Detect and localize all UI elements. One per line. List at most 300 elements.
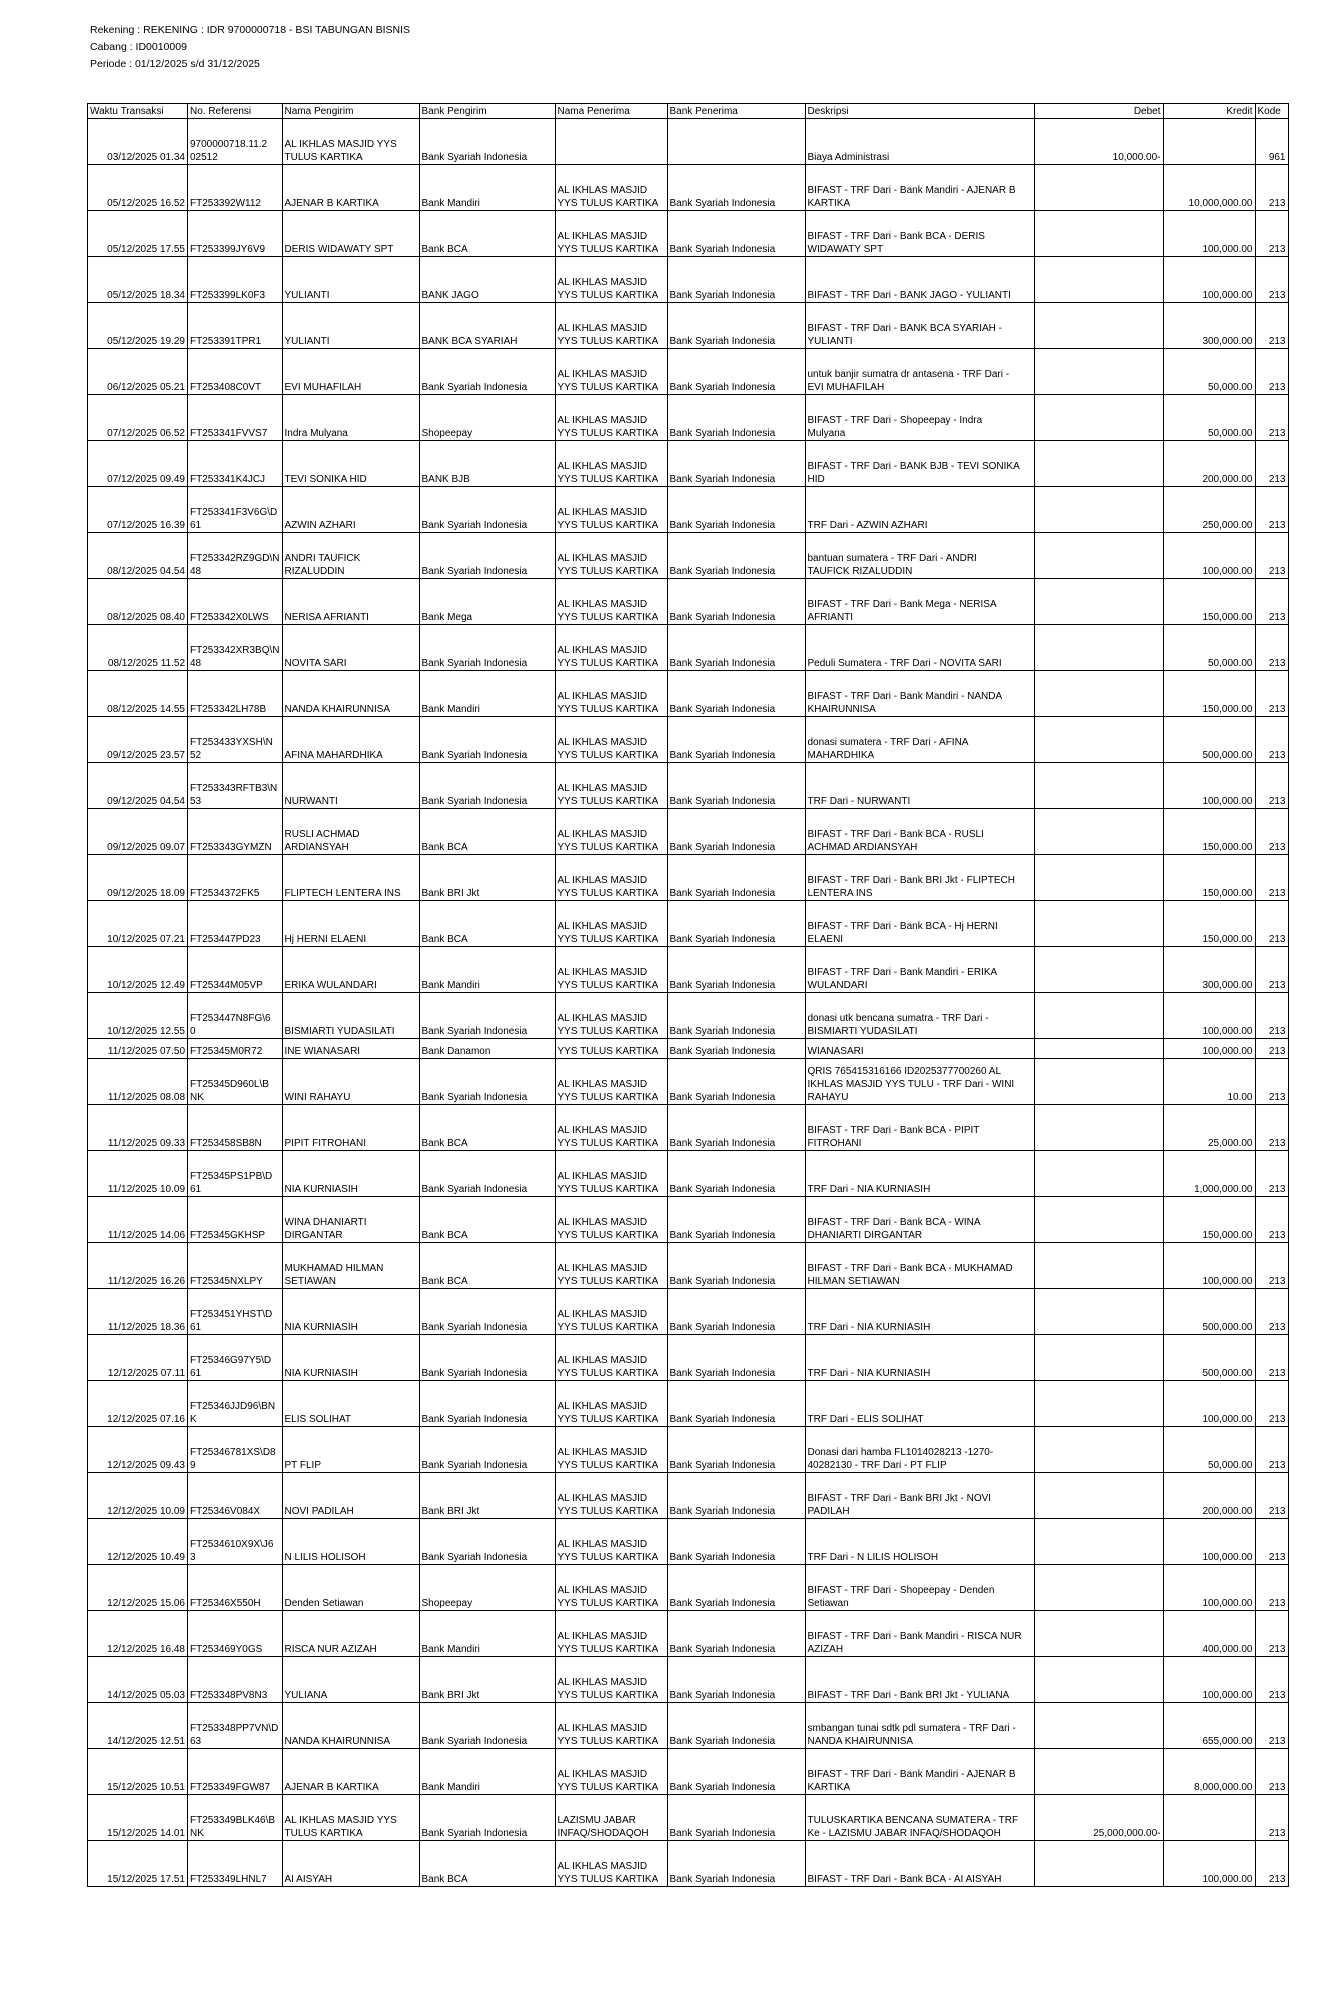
col-bank-penerima: Bank Penerima (667, 104, 805, 119)
cell-bank-pengirim: Bank Mandiri (419, 671, 555, 717)
penerima-line: AL IKHLAS MASJID (557, 967, 648, 978)
cell-debet (1034, 763, 1163, 809)
cell-deskripsi (805, 1059, 1034, 1105)
cell-deskripsi (805, 947, 1034, 993)
cell-nama-pengirim (282, 1427, 419, 1473)
cell-nama-penerima (555, 671, 667, 717)
cell-referensi (188, 947, 283, 993)
deskripsi-line: KARTIKA (807, 1782, 851, 1793)
col-debet: Debet (1034, 104, 1163, 119)
cell-referensi (188, 717, 283, 763)
col-kredit: Kredit (1163, 104, 1255, 119)
cell-kode: 213 (1255, 993, 1288, 1039)
cell-kredit: 400,000.00 (1163, 1611, 1255, 1657)
cell-kode: 213 (1255, 1039, 1288, 1059)
deskripsi-line: BIFAST - TRF Dari - Bank Mandiri - RISCA NUR (807, 1631, 1022, 1642)
cell-kredit: 300,000.00 (1163, 947, 1255, 993)
deskripsi-line: Donasi dari hamba FL1014028213 -1270- (807, 1447, 994, 1458)
cell-kredit: 500,000.00 (1163, 1335, 1255, 1381)
cell-waktu: 11/12/2025 07.50 (88, 1039, 188, 1059)
cell-nama-pengirim (282, 441, 419, 487)
deskripsi-line: BIFAST - TRF Dari - Bank BCA - MUKHAMAD (807, 1263, 1013, 1274)
cell-debet (1034, 1565, 1163, 1611)
cell-referensi (188, 763, 283, 809)
penerima-line: AL IKHLAS MASJID (557, 1769, 648, 1780)
cell-nama-penerima (555, 855, 667, 901)
cell-waktu: 10/12/2025 12.49 (88, 947, 188, 993)
cell-referensi (188, 993, 283, 1039)
penerima-line: AL IKHLAS MASJID (557, 323, 648, 334)
branch-line: Cabang : ID0010009 (90, 41, 187, 53)
cell-bank-penerima: Bank Syariah Indonesia (667, 1039, 805, 1059)
pengirim-line: ARDIANSYAH (284, 842, 349, 853)
cell-kredit: 655,000.00 (1163, 1703, 1255, 1749)
cell-nama-penerima (555, 1039, 667, 1059)
penerima-line: YYS TULUS KARTIKA (557, 1322, 659, 1333)
table-row (88, 855, 1289, 901)
penerima-line: YYS TULUS KARTIKA (557, 382, 659, 393)
cell-bank-penerima: Bank Syariah Indonesia (667, 947, 805, 993)
cell-bank-pengirim: Bank BRI Jkt (419, 1657, 555, 1703)
deskripsi-line: KARTIKA (807, 198, 851, 209)
deskripsi-line: BIFAST - TRF Dari - Shopeepay - Indra (807, 415, 983, 426)
cell-nama-penerima (555, 487, 667, 533)
referensi-line: FT25345M0R72 (190, 1046, 263, 1057)
cell-bank-penerima: Bank Syariah Indonesia (667, 1151, 805, 1197)
referensi-line: FT25346V084X (190, 1506, 261, 1517)
cell-referensi (188, 1105, 283, 1151)
cell-referensi (188, 1381, 283, 1427)
deskripsi-line: TULUSKARTIKA BENCANA SUMATERA - TRF (807, 1815, 1019, 1826)
deskripsi-line: BIFAST - TRF Dari - Bank BRI Jkt - FLIPTECH (807, 875, 1015, 886)
cell-deskripsi (805, 1335, 1034, 1381)
cell-kredit: 500,000.00 (1163, 717, 1255, 763)
deskripsi-line: BIFAST - TRF Dari - Bank BCA - WINA (807, 1217, 981, 1228)
cell-nama-pengirim (282, 349, 419, 395)
referensi-line: 02512 (190, 152, 218, 163)
col-deskripsi: Deskripsi (805, 104, 1034, 119)
cell-debet (1034, 993, 1163, 1039)
cell-debet (1034, 671, 1163, 717)
penerima-line: YYS TULUS KARTIKA (557, 612, 659, 623)
referensi-line: FT25346781XS\D8 (190, 1447, 276, 1458)
pengirim-line: AFINA MAHARDHIKA (284, 750, 383, 761)
deskripsi-line: BIFAST - TRF Dari - Bank Mandiri - NANDA (807, 691, 1003, 702)
cell-kredit: 200,000.00 (1163, 441, 1255, 487)
cell-waktu: 11/12/2025 16.26 (88, 1243, 188, 1289)
table-body (88, 119, 1289, 1887)
cell-deskripsi (805, 809, 1034, 855)
cell-debet (1034, 1197, 1163, 1243)
penerima-line: YYS TULUS KARTIKA (557, 1026, 659, 1037)
cell-debet (1034, 1335, 1163, 1381)
deskripsi-line: ACHMAD ARDIANSYAH (807, 842, 918, 853)
cell-nama-pengirim (282, 1519, 419, 1565)
cell-debet (1034, 1289, 1163, 1335)
cell-referensi (188, 1427, 283, 1473)
penerima-line: AL IKHLAS MASJID (557, 1079, 648, 1090)
penerima-line: AL IKHLAS MASJID (557, 231, 648, 242)
cell-referensi (188, 809, 283, 855)
cell-kode: 213 (1255, 671, 1288, 717)
penerima-line: AL IKHLAS MASJID (557, 277, 648, 288)
table-row (88, 395, 1289, 441)
cell-waktu: 15/12/2025 14.01 (88, 1795, 188, 1841)
table-row (88, 119, 1289, 165)
referensi-line: FT253342XR3BQ\N (190, 645, 280, 656)
cell-bank-penerima: Bank Syariah Indonesia (667, 165, 805, 211)
cell-kode: 213 (1255, 1151, 1288, 1197)
penerima-line: YYS TULUS KARTIKA (557, 1690, 659, 1701)
deskripsi-line: donasi utk bencana sumatra - TRF Dari - (807, 1013, 989, 1024)
penerima-line: YYS TULUS KARTIKA (557, 1736, 659, 1747)
pengirim-line: NURWANTI (284, 796, 338, 807)
deskripsi-line: YULIANTI (807, 336, 853, 347)
referensi-line: FT253342X0LWS (190, 612, 269, 623)
cell-bank-penerima: Bank Syariah Indonesia (667, 211, 805, 257)
cell-kode: 213 (1255, 165, 1288, 211)
cell-waktu: 08/12/2025 08.40 (88, 579, 188, 625)
col-nama-penerima: Nama Penerima (555, 104, 667, 119)
deskripsi-line: WULANDARI (807, 980, 868, 991)
cell-nama-penerima (555, 165, 667, 211)
cell-deskripsi (805, 349, 1034, 395)
penerima-line: YYS TULUS KARTIKA (557, 1368, 659, 1379)
cell-bank-penerima: Bank Syariah Indonesia (667, 441, 805, 487)
cell-bank-pengirim: Bank BCA (419, 1105, 555, 1151)
cell-bank-pengirim: Bank BCA (419, 211, 555, 257)
table-row (88, 349, 1289, 395)
table-row (88, 1151, 1289, 1197)
cell-kode: 213 (1255, 1611, 1288, 1657)
cell-nama-penerima (555, 1519, 667, 1565)
table-row (88, 303, 1289, 349)
referensi-line: FT253447N8FG\6 (190, 1013, 271, 1024)
pengirim-line: BISMIARTI YUDASILATI (284, 1026, 395, 1037)
cell-nama-pengirim (282, 1059, 419, 1105)
cell-waktu: 05/12/2025 16.52 (88, 165, 188, 211)
table-row (88, 211, 1289, 257)
cell-bank-pengirim: Bank BRI Jkt (419, 855, 555, 901)
cell-kredit: 300,000.00 (1163, 303, 1255, 349)
table-header-row (88, 104, 1289, 119)
cell-kode: 213 (1255, 1289, 1288, 1335)
cell-bank-penerima: Bank Syariah Indonesia (667, 1105, 805, 1151)
referensi-line: 63 (190, 1736, 202, 1747)
pengirim-line: AL IKHLAS MASJID YYS (284, 139, 397, 150)
cell-nama-pengirim (282, 1197, 419, 1243)
pengirim-line: INE WIANASARI (284, 1046, 361, 1057)
cell-deskripsi (805, 395, 1034, 441)
cell-nama-pengirim (282, 717, 419, 763)
deskripsi-line: WIANASARI (807, 1046, 864, 1057)
referensi-line: FT253469Y0GS (190, 1644, 263, 1655)
cell-kredit: 100,000.00 (1163, 1381, 1255, 1427)
cell-kode: 213 (1255, 579, 1288, 625)
table-row (88, 165, 1289, 211)
penerima-line: AL IKHLAS MASJID (557, 599, 648, 610)
cell-referensi (188, 165, 283, 211)
referensi-line: FT253458SB8N (190, 1138, 262, 1149)
cell-kredit: 50,000.00 (1163, 1427, 1255, 1473)
cell-nama-pengirim (282, 1151, 419, 1197)
cell-debet (1034, 1105, 1163, 1151)
cell-kode: 213 (1255, 1197, 1288, 1243)
pengirim-line: ERIKA WULANDARI (284, 980, 377, 991)
referensi-line: FT253349BLK46\B (190, 1815, 276, 1826)
deskripsi-line: TRF Dari - ELIS SOLIHAT (807, 1414, 924, 1425)
table-row (88, 1105, 1289, 1151)
pengirim-line: YULIANTI (284, 336, 330, 347)
cell-bank-penerima: Bank Syariah Indonesia (667, 763, 805, 809)
cell-debet (1034, 1473, 1163, 1519)
cell-deskripsi (805, 487, 1034, 533)
cell-nama-pengirim (282, 1611, 419, 1657)
penerima-line: AL IKHLAS MASJID (557, 507, 648, 518)
deskripsi-line: BIFAST - TRF Dari - Bank BCA - PIPIT (807, 1125, 980, 1136)
penerima-line: INFAQ/SHODAQOH (557, 1828, 649, 1839)
deskripsi-line: HID (807, 474, 825, 485)
cell-debet: 10,000.00- (1034, 119, 1163, 165)
cell-debet (1034, 717, 1163, 763)
cell-waktu: 07/12/2025 09.49 (88, 441, 188, 487)
cell-nama-pengirim (282, 901, 419, 947)
deskripsi-line: BIFAST - TRF Dari - Bank BRI Jkt - NOVI (807, 1493, 992, 1504)
deskripsi-line: AFRIANTI (807, 612, 854, 623)
penerima-line: YYS TULUS KARTIKA (557, 934, 659, 945)
pengirim-line: AZWIN AZHARI (284, 520, 356, 531)
cell-nama-penerima (555, 1565, 667, 1611)
deskripsi-line: bantuan sumatera - TRF Dari - ANDRI (807, 553, 977, 564)
referensi-line: 9 (190, 1460, 196, 1471)
deskripsi-line: TAUFICK RIZALUDDIN (807, 566, 913, 577)
penerima-line: YYS TULUS KARTIKA (557, 244, 659, 255)
cell-bank-pengirim: Bank Syariah Indonesia (419, 1059, 555, 1105)
cell-referensi (188, 395, 283, 441)
penerima-line: AL IKHLAS MASJID (557, 185, 648, 196)
referensi-line: 48 (190, 658, 202, 669)
cell-bank-pengirim: Bank BCA (419, 901, 555, 947)
table-row (88, 1703, 1289, 1749)
referensi-line: 48 (190, 566, 202, 577)
cell-bank-penerima: Bank Syariah Indonesia (667, 395, 805, 441)
penerima-line: AL IKHLAS MASJID (557, 1539, 648, 1550)
deskripsi-line: LENTERA INS (807, 888, 873, 899)
cell-referensi (188, 855, 283, 901)
deskripsi-line: BIFAST - TRF Dari - Shopeepay - Denden (807, 1585, 995, 1596)
cell-bank-pengirim: BANK BCA SYARIAH (419, 303, 555, 349)
penerima-line: AL IKHLAS MASJID (557, 1355, 648, 1366)
pengirim-line: Hj HERNI ELAENI (284, 934, 367, 945)
cell-bank-pengirim: Bank Syariah Indonesia (419, 993, 555, 1039)
cell-kredit: 150,000.00 (1163, 1197, 1255, 1243)
penerima-line: AL IKHLAS MASJID (557, 1493, 648, 1504)
penerima-line: AL IKHLAS MASJID (557, 1631, 648, 1642)
referensi-line: FT2534372FK5 (190, 888, 260, 899)
cell-kredit (1163, 119, 1255, 165)
table-row (88, 671, 1289, 717)
deskripsi-line: Setiawan (807, 1598, 849, 1609)
pengirim-line: NOVI PADILAH (284, 1506, 354, 1517)
cell-nama-penerima (555, 533, 667, 579)
cell-nama-pengirim (282, 1657, 419, 1703)
cell-debet (1034, 855, 1163, 901)
cell-nama-pengirim (282, 1039, 419, 1059)
cell-nama-penerima (555, 1105, 667, 1151)
table-row (88, 1335, 1289, 1381)
pengirim-line: PT FLIP (284, 1460, 321, 1471)
cell-deskripsi (805, 257, 1034, 303)
cell-kode: 213 (1255, 1473, 1288, 1519)
pengirim-line: SETIAWAN (284, 1276, 336, 1287)
penerima-line: YYS TULUS KARTIKA (557, 1598, 659, 1609)
cell-deskripsi (805, 1841, 1034, 1887)
cell-nama-penerima (555, 257, 667, 303)
cell-referensi (188, 1657, 283, 1703)
pengirim-line: N LILIS HOLISOH (284, 1552, 366, 1563)
cell-nama-pengirim (282, 947, 419, 993)
penerima-line: YYS TULUS KARTIKA (557, 428, 659, 439)
deskripsi-line: BIFAST - TRF Dari - Bank BCA - AI AISYAH (807, 1874, 1002, 1885)
cell-kode: 213 (1255, 1749, 1288, 1795)
pengirim-line: RISCA NUR AZIZAH (284, 1644, 377, 1655)
cell-referensi (188, 1197, 283, 1243)
cell-referensi (188, 211, 283, 257)
penerima-line: YYS TULUS KARTIKA (557, 1874, 659, 1885)
cell-deskripsi (805, 1519, 1034, 1565)
cell-bank-penerima: Bank Syariah Indonesia (667, 1703, 805, 1749)
cell-deskripsi (805, 303, 1034, 349)
cell-deskripsi (805, 1749, 1034, 1795)
cell-nama-pengirim (282, 1473, 419, 1519)
cell-nama-pengirim (282, 809, 419, 855)
referensi-line: FT25345D960L\B (190, 1079, 269, 1090)
cell-bank-penerima: Bank Syariah Indonesia (667, 533, 805, 579)
deskripsi-line: TRF Dari - NIA KURNIASIH (807, 1368, 931, 1379)
cell-kredit: 100,000.00 (1163, 1841, 1255, 1887)
cell-nama-penerima (555, 1427, 667, 1473)
referensi-line: FT253433YXSH\N (190, 737, 273, 748)
pengirim-line: AI AISYAH (284, 1874, 333, 1885)
cell-nama-penerima (555, 349, 667, 395)
cell-referensi (188, 901, 283, 947)
pengirim-line: YULIANA (284, 1690, 328, 1701)
cell-kode: 213 (1255, 441, 1288, 487)
cell-kredit: 50,000.00 (1163, 349, 1255, 395)
cell-deskripsi (805, 855, 1034, 901)
penerima-line: YYS TULUS KARTIKA (557, 1092, 659, 1103)
penerima-line: AL IKHLAS MASJID (557, 737, 648, 748)
pengirim-line: Denden Setiawan (284, 1598, 364, 1609)
penerima-line: YYS TULUS KARTIKA (557, 474, 659, 485)
cell-deskripsi (805, 763, 1034, 809)
penerima-line: YYS TULUS KARTIKA (557, 336, 659, 347)
table-row (88, 1565, 1289, 1611)
deskripsi-line: MAHARDHIKA (807, 750, 875, 761)
pengirim-line: TULUS KARTIKA (284, 152, 363, 163)
cell-bank-penerima: Bank Syariah Indonesia (667, 1473, 805, 1519)
table-row (88, 1519, 1289, 1565)
cell-nama-pengirim (282, 1105, 419, 1151)
cell-kredit: 100,000.00 (1163, 1039, 1255, 1059)
deskripsi-line: Peduli Sumatera - TRF Dari - NOVITA SARI (807, 658, 1002, 669)
table-row (88, 1381, 1289, 1427)
cell-waktu: 09/12/2025 04.54 (88, 763, 188, 809)
transaction-table (87, 103, 1289, 1887)
cell-bank-pengirim: BANK JAGO (419, 257, 555, 303)
referensi-line: 9700000718.11.2 (190, 139, 268, 150)
cell-nama-penerima (555, 1473, 667, 1519)
cell-kode: 213 (1255, 763, 1288, 809)
cell-bank-penerima: Bank Syariah Indonesia (667, 349, 805, 395)
penerima-line: YYS TULUS KARTIKA (557, 796, 659, 807)
cell-waktu: 11/12/2025 14.06 (88, 1197, 188, 1243)
referensi-line: FT253447PD23 (190, 934, 261, 945)
penerima-line: AL IKHLAS MASJID (557, 1401, 648, 1412)
cell-bank-penerima: Bank Syariah Indonesia (667, 1335, 805, 1381)
cell-bank-penerima: Bank Syariah Indonesia (667, 1795, 805, 1841)
pengirim-line: DERIS WIDAWATY SPT (284, 244, 394, 255)
cell-nama-pengirim (282, 763, 419, 809)
cell-deskripsi (805, 993, 1034, 1039)
cell-kode: 213 (1255, 1427, 1288, 1473)
cell-referensi (188, 1749, 283, 1795)
pengirim-line: AL IKHLAS MASJID YYS (284, 1815, 397, 1826)
col-nama-pengirim: Nama Pengirim (282, 104, 419, 119)
cell-bank-pengirim: Bank Syariah Indonesia (419, 1427, 555, 1473)
table-row (88, 1059, 1289, 1105)
cell-waktu: 11/12/2025 18.36 (88, 1289, 188, 1335)
pengirim-line: YULIANTI (284, 290, 330, 301)
cell-kredit: 500,000.00 (1163, 1289, 1255, 1335)
cell-nama-pengirim (282, 1841, 419, 1887)
table-row (88, 1197, 1289, 1243)
cell-kode: 213 (1255, 1657, 1288, 1703)
penerima-line: YYS TULUS KARTIKA (557, 1138, 659, 1149)
cell-waktu: 10/12/2025 07.21 (88, 901, 188, 947)
cell-debet (1034, 1841, 1163, 1887)
cell-debet (1034, 1039, 1163, 1059)
cell-nama-penerima (555, 1703, 667, 1749)
penerima-line: YYS TULUS KARTIKA (557, 1552, 659, 1563)
cell-waktu: 15/12/2025 17.51 (88, 1841, 188, 1887)
cell-debet (1034, 441, 1163, 487)
referensi-line: FT253348PP7VN\D (190, 1723, 279, 1734)
referensi-line: FT253341FVVS7 (190, 428, 268, 439)
cell-kode: 213 (1255, 487, 1288, 533)
table-row (88, 579, 1289, 625)
cell-nama-penerima (555, 1289, 667, 1335)
deskripsi-line: QRIS 765415316166 ID2025377700260 AL (807, 1066, 1002, 1077)
penerima-line: AL IKHLAS MASJID (557, 1861, 648, 1872)
cell-bank-penerima: Bank Syariah Indonesia (667, 303, 805, 349)
cell-debet (1034, 349, 1163, 395)
pengirim-line: DIRGANTAR (284, 1230, 343, 1241)
cell-waktu: 12/12/2025 07.11 (88, 1335, 188, 1381)
cell-nama-penerima (555, 763, 667, 809)
cell-debet (1034, 211, 1163, 257)
table-row (88, 625, 1289, 671)
referensi-line: FT25344M05VP (190, 980, 263, 991)
cell-nama-pengirim (282, 211, 419, 257)
penerima-line: YYS TULUS KARTIKA (557, 1184, 659, 1195)
cell-nama-penerima (555, 1749, 667, 1795)
cell-debet (1034, 303, 1163, 349)
cell-debet (1034, 625, 1163, 671)
cell-kredit: 100,000.00 (1163, 211, 1255, 257)
cell-kredit: 100,000.00 (1163, 533, 1255, 579)
cell-nama-pengirim (282, 855, 419, 901)
